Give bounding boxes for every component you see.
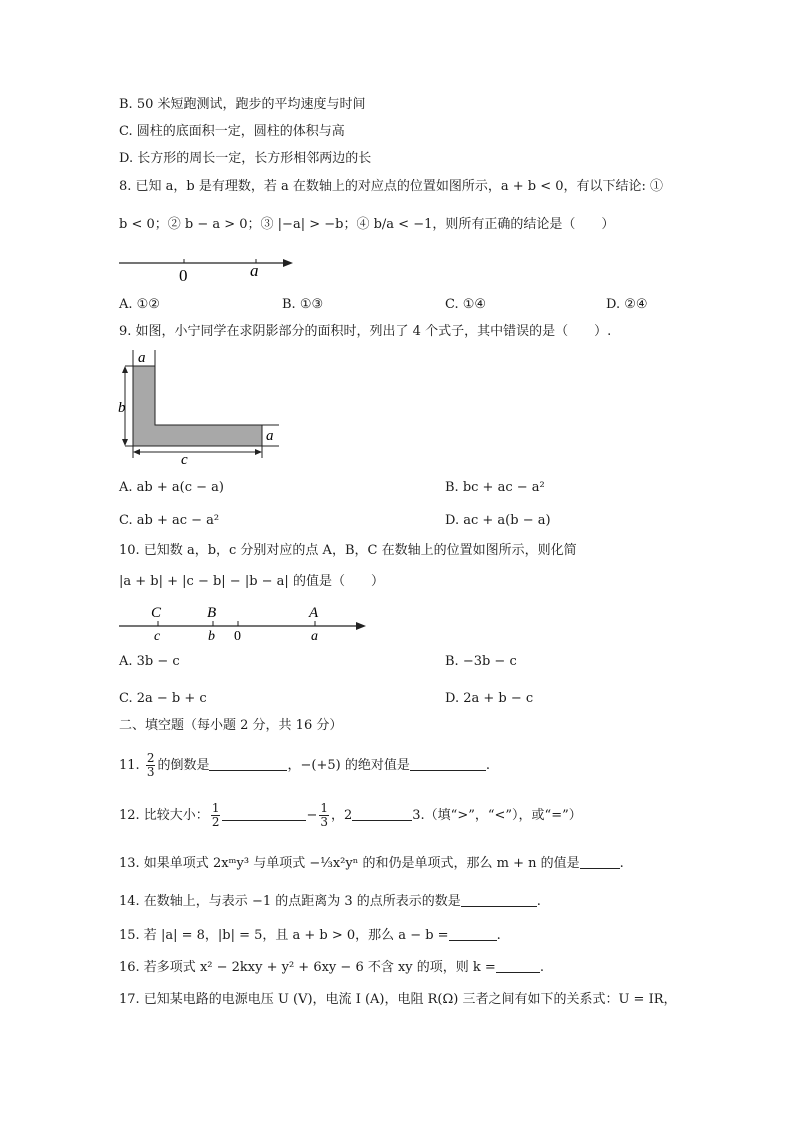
q15-text: 15. 若 |a| = 8，|b| = 5，且 a + b > 0，那么 a − b = [119, 928, 449, 943]
q8-option-d[interactable]: D. ②④ [606, 297, 648, 312]
q10-a-label: a [311, 629, 318, 644]
q11-text-3: . [485, 758, 490, 773]
q11-number: 11. [119, 758, 140, 773]
q10-point-b-label: B [207, 605, 217, 621]
q17: 17. 已知某电路的电源电压 U (V)，电流 I (A)，电阻 R(Ω) 三者之间有如下的关系式：U = IR， [119, 992, 677, 1007]
q10-point-c-label: C [151, 605, 162, 621]
q12: 12. 比较大小： $\frac{1}{2}$ − $\frac{1}{3}$ ，2 3.（填“>”，“<”），或“=”） [119, 801, 582, 829]
q12-blank-2[interactable] [352, 808, 412, 821]
q9-label-b: b [118, 400, 126, 416]
q8-conclusions: b < 0；② b − a > 0；③ |−a| > −b；④ b/a < −1，则所有正确的结论是（ ） [119, 217, 615, 232]
q9-label-c: c [181, 452, 188, 464]
q9-label-a-right: a [266, 428, 274, 444]
q12-fraction-third: $\frac{1}{3}$ [320, 801, 328, 829]
q8-number-line [117, 252, 297, 284]
q8-a-label: a [250, 261, 259, 280]
q9-option-b[interactable]: B. bc + ac − a² [445, 480, 545, 495]
q10-point-a-label: A [309, 605, 319, 621]
q11 [119, 752, 490, 779]
q10-option-b[interactable]: B. −3b − c [445, 654, 517, 669]
q8-option-c[interactable]: C. ①④ [445, 297, 487, 312]
q10-zero-label: 0 [234, 629, 241, 644]
q11-blank-2[interactable] [410, 758, 486, 771]
q9-label-a-top: a [138, 350, 146, 366]
q16: 16. 若多项式 x² − 2kxy + y² + 6xy − 6 不含 xy 的项，则 k = . [119, 960, 544, 975]
q13-blank[interactable] [580, 856, 620, 869]
q10-option-c[interactable]: C. 2a − b + c [119, 691, 207, 706]
q8-option-a[interactable]: A. ①② [119, 297, 160, 312]
q10-number-line [117, 600, 372, 644]
q10-b-label: b [208, 629, 215, 644]
q7-option-d: D. 长方形的周长一定，长方形相邻两边的长 [119, 151, 372, 166]
q9-option-d[interactable]: D. ac + a(b − a) [445, 513, 551, 528]
q8-option-b[interactable]: B. ①③ [282, 297, 324, 312]
q14-blank[interactable] [461, 894, 537, 907]
section-heading: 二、填空题（每小题 2 分，共 16 分） [119, 718, 343, 733]
q9-l-shape-figure [117, 346, 287, 464]
q14: 14. 在数轴上，与表示 −1 的点距离为 3 的点所表示的数是 . [119, 894, 541, 909]
q7-option-c: C. 圆柱的底面积一定，圆柱的体积与高 [119, 124, 345, 139]
q11-text-2: ，−(+5) 的绝对值是 [287, 758, 410, 773]
q8-stem: 8. 已知 a，b 是有理数，若 a 在数轴上的对应点的位置如图所示，a + b < 0，有以下结论: ① [119, 179, 664, 194]
q8-zero-label: 0 [179, 266, 188, 284]
q9-shaded-region [133, 366, 262, 446]
q7-option-b: B. 50 米短跑测试，跑步的平均速度与时间 [119, 97, 366, 112]
q10-c-label: c [154, 629, 161, 644]
q9-option-a[interactable]: A. ab + a(c − a) [119, 480, 224, 495]
q16-blank[interactable] [496, 960, 540, 973]
q15: 15. 若 |a| = 8，|b| = 5，且 a + b > 0，那么 a − b = . [119, 928, 501, 943]
q12-text-1: ，2 [331, 808, 353, 823]
q10-option-a[interactable]: A. 3b − c [119, 654, 180, 669]
q12-text-2: 3.（填“>”，“<”），或“=”） [412, 808, 582, 823]
q11-blank-1[interactable] [209, 758, 287, 771]
q14-text: 14. 在数轴上，与表示 −1 的点距离为 3 的点所表示的数是 [119, 894, 461, 909]
q12-text-0: 12. 比较大小： [119, 808, 209, 823]
q10-option-d[interactable]: D. 2a + b − c [445, 691, 534, 706]
q10-stem: 10. 已知数 a，b，c 分别对应的点 A，B，C 在数轴上的位置如图所示，则化简 [119, 543, 577, 558]
q12-blank-1[interactable] [222, 808, 306, 821]
q10-expression: |a + b| + |c − b| − |b − a| 的值是（ ） [119, 574, 384, 589]
q16-text: 16. 若多项式 x² − 2kxy + y² + 6xy − 6 不含 xy 的项，则 k = [119, 960, 496, 975]
q11-fraction: $\frac{2}{3}$ [146, 751, 155, 779]
q9-stem: 9. 如图，小宁同学在求阴影部分的面积时，列出了 4 个式子，其中错误的是（ ）. [119, 324, 612, 339]
q12-fraction-half: $\frac{1}{2}$ [211, 801, 220, 829]
q11-text-1: 的倒数是 [157, 758, 210, 773]
q13-text: 13. 如果单项式 2xᵐy³ 与单项式 −⅓x²yⁿ 的和仍是单项式，那么 m + n 的值是 [119, 856, 580, 871]
q15-blank[interactable] [449, 928, 497, 941]
q9-option-c[interactable]: C. ab + ac − a² [119, 513, 220, 528]
q13: 13. 如果单项式 2xᵐy³ 与单项式 −⅓x²yⁿ 的和仍是单项式，那么 m + n 的值是 . [119, 856, 624, 871]
